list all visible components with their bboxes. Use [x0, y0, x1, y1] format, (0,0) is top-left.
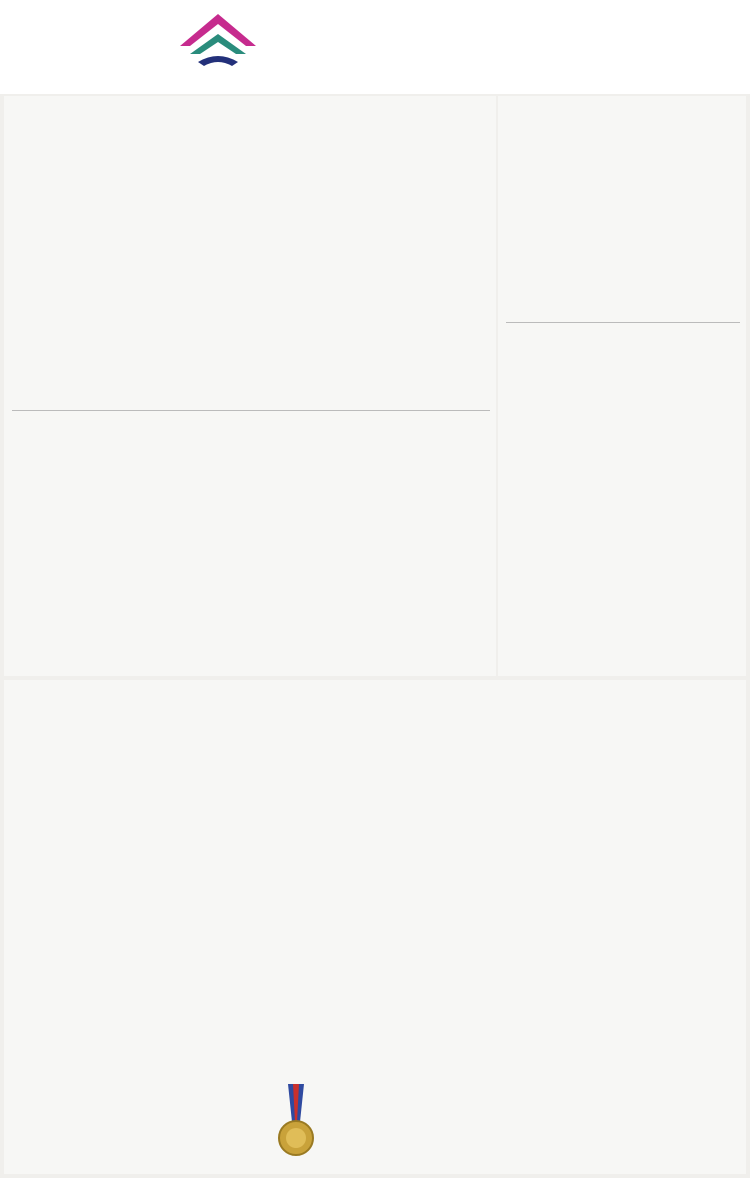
body-column-1	[10, 422, 120, 668]
body-column-2	[126, 422, 238, 668]
review-column-2	[626, 304, 740, 656]
special-award-medal	[270, 1080, 322, 1170]
body-column-4	[366, 422, 490, 654]
portrait-grid-panel	[4, 680, 746, 1174]
divider	[12, 410, 490, 411]
body-column-3	[244, 422, 360, 668]
masthead	[0, 0, 750, 86]
siminilbo-logo-icon	[176, 10, 260, 72]
review-column-1	[506, 330, 618, 656]
medal-icon	[270, 1082, 322, 1160]
newspaper-clipping	[0, 94, 750, 1178]
